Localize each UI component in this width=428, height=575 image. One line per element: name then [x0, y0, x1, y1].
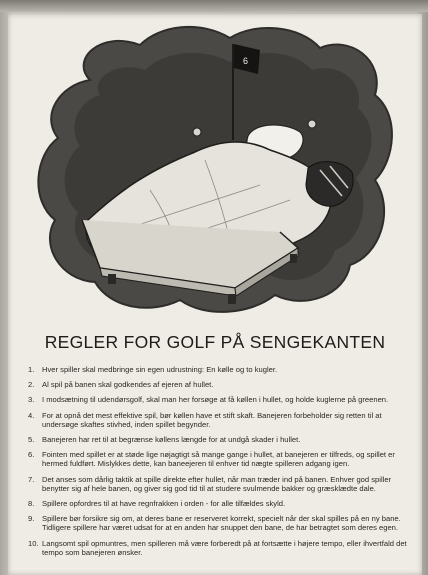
rule-number: 7.: [28, 474, 35, 484]
rule-text: Langsomt spil opmuntres, men spilleren må være forberedt på at fortsætte i højere tempo, eller ihvertfald det tempo som banejeren ønsker.: [42, 538, 407, 557]
rule-item: [28, 365, 412, 374]
rule-text: Det anses som dårlig taktik at spille direkte efter hullet, når man træder ind på banen. Enhver god spiller benytter sig af hele banen, og giver sig god tid til at studere svulmende bakker og græsklædte dale.: [42, 474, 392, 493]
rule-item: [28, 450, 412, 468]
rule-number: 5.: [28, 435, 35, 445]
rule-text: For at opnå det mest effektive spil, bør køllen have et stift skaft. Banejeren forbeholder sig retten til at undersøge skaftes stivhed, inden spillet begynder.: [42, 410, 382, 429]
frame-top-edge: [0, 0, 428, 12]
rule-number: 4.: [28, 410, 35, 420]
rule-item: [28, 499, 412, 508]
flag-number: 6: [243, 56, 249, 66]
rule-number: 1.: [28, 365, 35, 374]
rules-list: [28, 365, 412, 563]
golf-poster: [8, 14, 422, 575]
rule-item: [28, 539, 412, 557]
rule-item: [28, 475, 412, 493]
rule-item: [28, 514, 412, 532]
rule-number: 6.: [28, 450, 35, 460]
rule-item: [28, 395, 412, 404]
rule-text: Banejeren har ret til at begrænse køllens længde for at undgå skader i hullet.: [42, 435, 301, 445]
rule-text: Al spil på banen skal godkendes af ejeren af hullet.: [42, 380, 214, 390]
bed-golf-illustration: [30, 20, 400, 320]
rule-item: [28, 435, 412, 444]
rule-number: 8.: [28, 499, 35, 509]
rule-text: Fointen med spillet er at støde lige nøjagtigt så mange gange i hullet, at banejeren er tilfreds, og spillet er hermed fuldført. Mislykkes dette, kan baneejeren til enhver tid nægte spilleren adgang igen.: [42, 450, 395, 469]
poster-title: REGLER FOR GOLF PÅ SENGEKANTEN: [44, 332, 386, 352]
rule-number: 2.: [28, 380, 35, 390]
rule-text: I modsætning til udendørsgolf, skal man her forsøge at få køllen i hullet, og holde kuglerne på greenen.: [42, 395, 389, 405]
rule-number: 9.: [28, 514, 35, 524]
rule-number: 10.: [28, 538, 39, 548]
rule-item: [28, 380, 412, 389]
rule-text: Spillere opfordres til at have regnfrakken i orden - for alle tilfældes skyld.: [42, 499, 286, 509]
rule-text: Spillere bør forsikre sig om, at deres bane er reserveret korrekt, specielt når der skal spilles på en ny bane. Tidligere spillere har været udsat for at en anden har snuppet den bane, de har betragtet som deres egen.: [42, 514, 401, 533]
rule-item: [28, 411, 412, 429]
rule-number: 3.: [28, 395, 35, 405]
rule-text: Hver spiller skal medbringe sin egen udrustning: En kølle og to kugler.: [42, 365, 278, 374]
